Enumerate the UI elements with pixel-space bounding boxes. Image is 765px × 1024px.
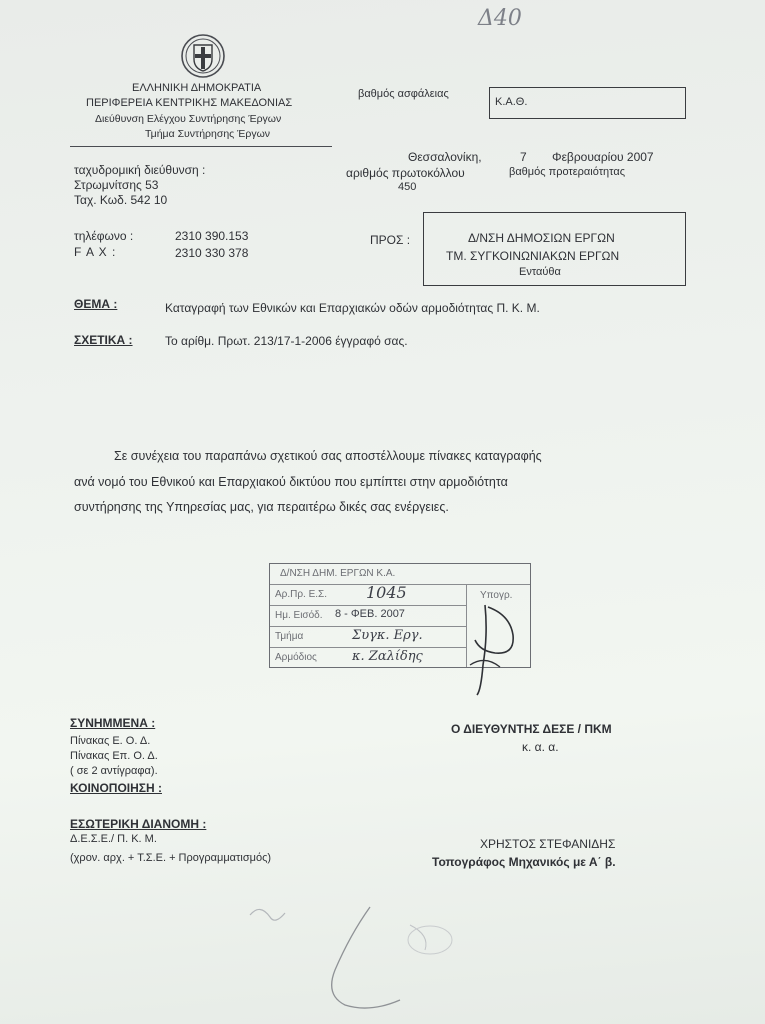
stamp-row-2 <box>270 606 466 627</box>
protocol-label: αριθμός πρωτοκόλλου <box>346 166 465 180</box>
internal-item-1: Δ.Ε.Σ.Ε./ Π. Κ. Μ. <box>70 833 157 845</box>
stamp-row-4 <box>270 648 466 668</box>
postal-label: ταχυδρομική διεύθυνση : <box>74 163 206 177</box>
stamp-row3-label: Τμήμα <box>275 631 304 642</box>
fax-label: F A X : <box>74 245 117 259</box>
body-line-1: Σε συνέχεια του παραπάνω σχετικού σας αποστέλλουμε πίνακες καταγραφής <box>114 449 542 463</box>
stamp-title-row <box>270 564 530 585</box>
stamp-row1-value: 1045 <box>366 583 407 602</box>
body-line-3: συντήρησης της Υπηρεσίας μας, για περαιτέρω δικές σας ενέργειες. <box>74 500 449 514</box>
attachment-item-3: ( σε 2 αντίγραφα). <box>70 765 158 777</box>
date-city: Θεσσαλονίκη, <box>408 150 482 164</box>
recipient-line3: Ενταύθα <box>519 266 561 278</box>
stamp-row-1 <box>270 585 466 606</box>
header-region: ΠΕΡΙΦΕΡΕΙΑ ΚΕΝΤΡΙΚΗΣ ΜΑΚΕΔΟΝΙΑΣ <box>86 97 293 109</box>
stamp-row3-value: Συγκ. Εργ. <box>352 628 423 643</box>
stamp-row4-label: Αρμόδιος <box>275 652 317 663</box>
stamp-row2-value: 8 - ΦΕΒ. 2007 <box>335 608 405 620</box>
phone-label: τηλέφωνο : <box>74 229 134 243</box>
handwritten-initials <box>455 595 525 700</box>
stamp-row1-side: Υπογρ. <box>480 590 513 601</box>
header-country: ΕΛΛΗΝΙΚΗ ΔΗΜΟΚΡΑΤΙΑ <box>132 82 262 94</box>
stamp-row4-value: κ. Ζαλίδης <box>352 649 423 664</box>
stamp-title: Δ/ΝΣΗ ΔΗΜ. ΕΡΓΩΝ Κ.Α. <box>280 568 396 579</box>
signatory-name: ΧΡΗΣΤΟΣ ΣΤΕΦΑΝΙΔΗΣ <box>480 837 616 851</box>
related-label: ΣΧΕΤΙΚΑ : <box>74 333 133 347</box>
attachment-item-2: Πίνακας Επ. Ο. Δ. <box>70 750 158 762</box>
related-text: Το αρίθμ. Πρωτ. 213/17-1-2006 έγγραφό σας. <box>165 334 408 348</box>
protocol-number: 450 <box>398 181 417 193</box>
stamp-row2-label: Ημ. Εισόδ. <box>275 610 323 621</box>
notification-title: ΚΟΙΝΟΠΟΙΗΣΗ : <box>70 781 162 795</box>
attachments-title: ΣΥΝΗΜΜΕΝΑ : <box>70 716 156 730</box>
subject-text: Καταγραφή των Εθνικών και Επαρχιακών οδών αρμοδιότητας Π. Κ. Μ. <box>165 301 540 315</box>
body-line-2: ανά νομό του Εθνικού και Επαρχιακού δικτύου που εμπίπτει στην αρμοδιότητα <box>74 475 508 489</box>
date-month-year: Φεβρουαρίου 2007 <box>552 150 654 164</box>
recipient-line1: Δ/ΝΣΗ ΔΗΜΟΣΙΩΝ ΕΡΓΩΝ <box>468 231 615 245</box>
internal-item-2: (χρον. αρχ. + Τ.Σ.Ε. + Προγραμματισμός) <box>70 852 272 864</box>
recipient-box <box>423 212 686 286</box>
postal-code: Ταχ. Κωδ. 542 10 <box>74 193 168 207</box>
security-value: Κ.Α.Θ. <box>495 96 528 108</box>
security-box <box>489 87 686 119</box>
date-day: 7 <box>520 150 527 164</box>
header-department: Τμήμα Συντήρησης Έργων <box>145 128 271 140</box>
security-label: βαθμός ασφάλειας <box>358 88 449 100</box>
subject-label: ΘΕΜΑ : <box>74 297 118 311</box>
fax-value: 2310 330 378 <box>175 246 249 260</box>
stamp-row1-label: Αρ.Πρ. Ε.Σ. <box>275 589 328 600</box>
internal-distribution-title: ΕΣΩΤΕΡΙΚΗ ΔΙΑΝΟΜΗ : <box>70 817 207 831</box>
header-divider <box>70 146 332 147</box>
header-directorate: Διεύθυνση Ελέγχου Συντήρησης Έργων <box>95 113 282 125</box>
recipient-line2: ΤΜ. ΣΥΓΚΟΙΝΩΝΙΑΚΩΝ ΕΡΓΩΝ <box>446 249 620 263</box>
handwritten-page-mark: Δ40 <box>478 6 522 31</box>
recipient-to-label: ΠΡΟΣ : <box>370 233 411 247</box>
stamp-row-3 <box>270 627 466 648</box>
faint-signature-traces <box>230 895 490 1020</box>
attachment-item-1: Πίνακας Ε. Ο. Δ. <box>70 735 151 747</box>
coat-of-arms-icon <box>180 33 226 79</box>
signatory-title: Ο ΔΙΕΥΘΥΝΤΗΣ ΔΕΣΕ / ΠΚΜ <box>451 722 612 736</box>
signatory-role: Τοπογράφος Μηχανικός με Α΄ β. <box>432 855 616 869</box>
signatory-on-behalf: κ. α. α. <box>522 740 559 754</box>
postal-street: Στρωμνίτσης 53 <box>74 178 159 192</box>
phone-value: 2310 390.153 <box>175 229 249 243</box>
priority-label: βαθμός προτεραιότητας <box>509 166 626 178</box>
